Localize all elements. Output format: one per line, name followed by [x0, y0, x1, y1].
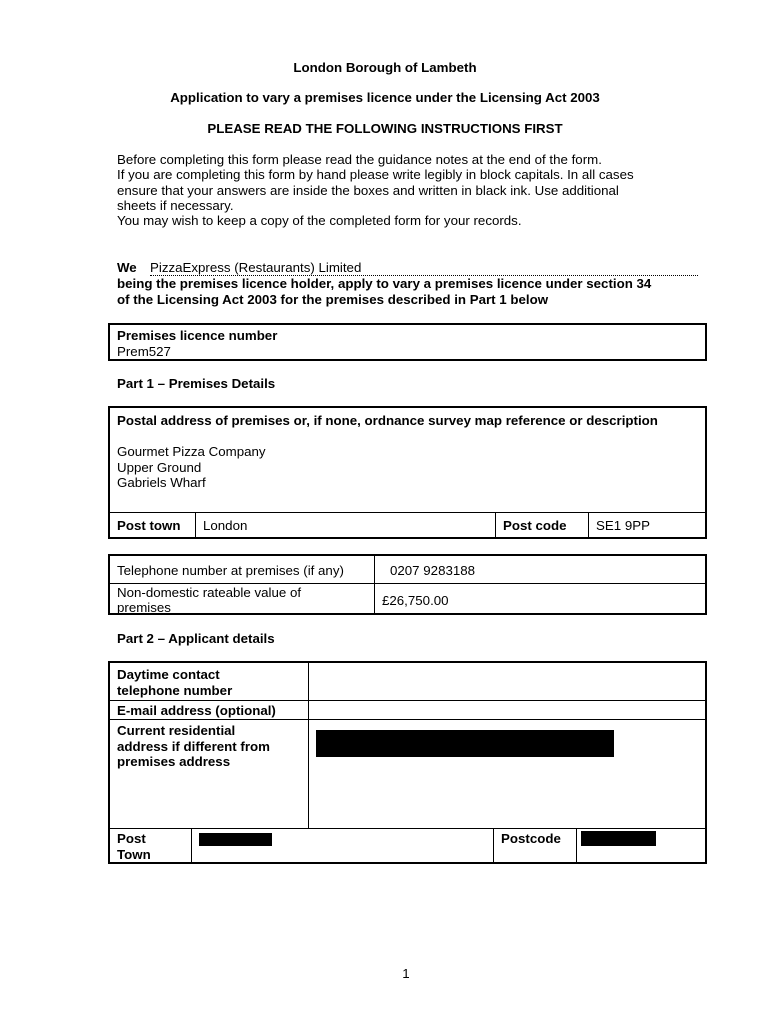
- email-label: E-mail address (optional): [117, 703, 276, 718]
- instruction-line: You may wish to keep a copy of the completed form for your records.: [117, 213, 522, 228]
- applicant-name: PizzaExpress (Restaurants) Limited: [150, 260, 362, 275]
- part2-heading: Part 2 – Applicant details: [117, 631, 275, 646]
- redaction-block: [199, 833, 272, 846]
- form-title: Application to vary a premises licence under the Licensing Act 2003: [170, 90, 600, 105]
- address-label: Postal address of premises or, if none, ordnance survey map reference or description: [117, 413, 658, 428]
- licence-number-value: Prem527: [117, 344, 171, 359]
- redaction-block: [581, 831, 656, 846]
- redaction-block: [316, 730, 614, 757]
- residential-address-label: address if different from: [117, 739, 270, 754]
- address-line: Upper Ground: [117, 460, 202, 475]
- page-number: 1: [402, 966, 410, 981]
- rateable-value[interactable]: £26,750.00: [382, 593, 449, 608]
- telephone-label: Telephone number at premises (if any): [117, 563, 344, 578]
- post-town-value[interactable]: London: [203, 518, 248, 533]
- daytime-phone-field[interactable]: [309, 663, 705, 700]
- divider: [493, 828, 494, 862]
- applicant-name-field[interactable]: [150, 260, 698, 276]
- licence-number-label: Premises licence number: [117, 328, 278, 343]
- applicant-details-box: [108, 661, 707, 864]
- postcode-label: Post code: [503, 518, 567, 533]
- applicant-post-town-label: Post: [117, 831, 146, 846]
- instructions-heading: PLEASE READ THE FOLLOWING INSTRUCTIONS FIRST: [207, 121, 563, 136]
- authority-heading: London Borough of Lambeth: [293, 60, 477, 75]
- telephone-rateable-box: [108, 554, 707, 615]
- daytime-phone-label: Daytime contact: [117, 667, 220, 682]
- declaration-line: being the premises licence holder, apply to vary a premises licence under section 34: [117, 276, 652, 291]
- residential-address-label: premises address: [117, 754, 231, 769]
- divider: [110, 583, 705, 584]
- part1-heading: Part 1 – Premises Details: [117, 376, 276, 391]
- email-field[interactable]: [309, 701, 705, 719]
- address-line: Gourmet Pizza Company: [117, 444, 266, 459]
- instruction-line: Before completing this form please read the guidance notes at the end of the form.: [117, 152, 602, 167]
- divider: [588, 512, 589, 537]
- telephone-value[interactable]: 0207 9283188: [390, 563, 476, 578]
- postcode-value[interactable]: SE1 9PP: [596, 518, 650, 533]
- we-label: We: [117, 260, 137, 275]
- divider: [195, 512, 196, 537]
- divider: [495, 512, 496, 537]
- address-line: Gabriels Wharf: [117, 475, 206, 490]
- post-town-label: Post town: [117, 518, 181, 533]
- instruction-line: ensure that your answers are inside the boxes and written in black ink. Use additional: [117, 183, 619, 198]
- applicant-postcode-label: Postcode: [501, 831, 561, 846]
- declaration-line: of the Licensing Act 2003 for the premises described in Part 1 below: [117, 292, 549, 307]
- divider: [374, 556, 375, 613]
- instruction-line: If you are completing this form by hand please write legibly in block capitals. In all cases: [117, 167, 634, 182]
- rateable-label: Non-domestic rateable value of: [117, 585, 302, 600]
- residential-address-label: Current residential: [117, 723, 236, 738]
- instruction-line: sheets if necessary.: [117, 198, 234, 213]
- rateable-label: premises: [117, 600, 171, 615]
- daytime-phone-label: telephone number: [117, 683, 233, 698]
- licence-number-box[interactable]: [108, 323, 707, 361]
- applicant-post-town-label: Town: [117, 847, 151, 862]
- divider: [110, 512, 705, 513]
- premises-address-box: [108, 406, 707, 539]
